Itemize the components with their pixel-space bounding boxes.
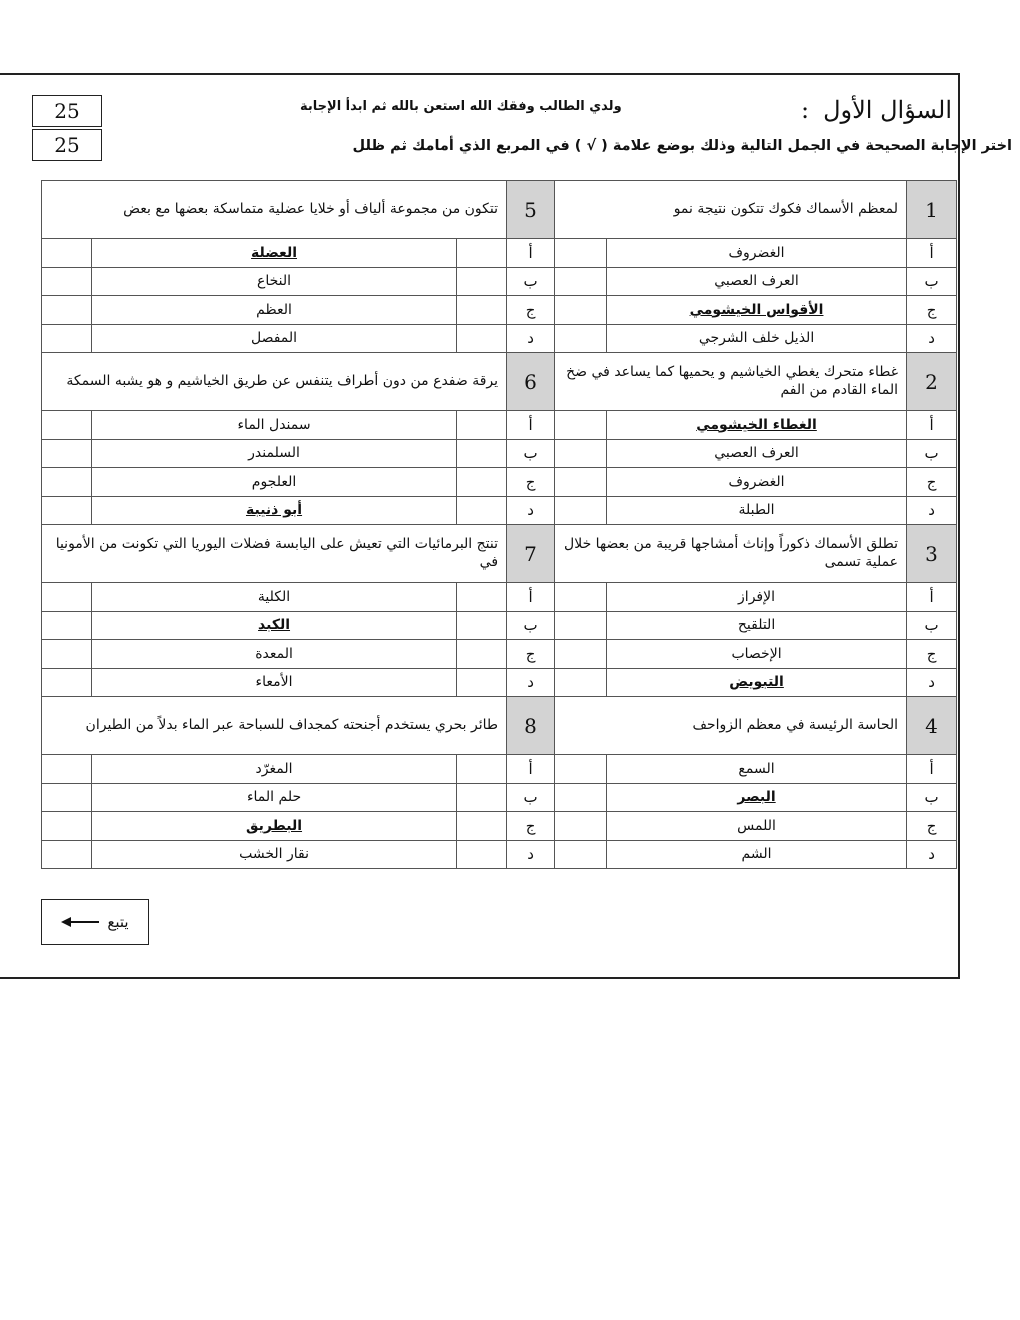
option-row <box>42 640 957 669</box>
answer-checkbox[interactable] <box>457 496 507 525</box>
option-text <box>607 267 907 296</box>
score-earned: 25 <box>54 133 80 157</box>
option-letter: ب <box>507 611 555 640</box>
answer-checkbox[interactable] <box>555 840 607 869</box>
option-text <box>607 668 907 697</box>
option-letter: أ <box>907 411 957 440</box>
answer-checkbox[interactable] <box>457 840 507 869</box>
score-box-total <box>32 95 102 127</box>
answer-checkbox[interactable] <box>457 812 507 841</box>
answer-checkbox[interactable] <box>457 668 507 697</box>
option-text <box>92 611 457 640</box>
option-letter: أ <box>507 583 555 612</box>
option-label: البطريق <box>246 817 303 834</box>
option-text <box>607 239 907 268</box>
answer-checkbox[interactable] <box>457 640 507 669</box>
option-label: اللمس <box>737 817 776 834</box>
option-text <box>607 296 907 325</box>
option-row <box>42 840 957 869</box>
option-letter: ب <box>907 439 957 468</box>
answer-checkbox[interactable] <box>457 755 507 784</box>
answer-checkbox[interactable] <box>457 783 507 812</box>
option-row <box>42 611 957 640</box>
answer-checkbox[interactable] <box>555 267 607 296</box>
question-stem: تنتج البرمائيات التي تعيش على اليابسة فضلات اليوريا التي تكونت من الأمونيا في <box>42 525 507 583</box>
answer-checkbox[interactable] <box>555 496 607 525</box>
row-end-cell <box>42 267 92 296</box>
row-end-cell <box>42 468 92 497</box>
question-stem: تطلق الأسماك ذكوراً وإناث أمشاجها قريبة من بعضها خلال عملية تسمى <box>555 525 907 583</box>
option-letter: د <box>507 668 555 697</box>
option-letter: ب <box>507 783 555 812</box>
option-letter: أ <box>507 755 555 784</box>
answer-checkbox[interactable] <box>555 783 607 812</box>
option-text <box>607 840 907 869</box>
row-end-cell <box>42 668 92 697</box>
option-label: الغطاء الخيشومي <box>696 416 817 433</box>
option-text <box>92 755 457 784</box>
option-letter: أ <box>507 411 555 440</box>
answer-checkbox[interactable] <box>457 324 507 353</box>
answer-checkbox[interactable] <box>555 611 607 640</box>
option-label: العرف العصبي <box>714 445 799 462</box>
question-title-colon: : <box>801 96 810 124</box>
option-label: سمندل الماء <box>237 416 311 433</box>
question-stem: غطاء متحرك يغطي الخياشيم و يحميها كما يساعد في ضخ الماء القادم من الفم <box>555 353 907 411</box>
follow-button[interactable] <box>41 899 149 945</box>
option-letter: ج <box>907 296 957 325</box>
question-row <box>42 697 957 755</box>
question-number: 8 <box>507 697 555 755</box>
option-letter: د <box>507 324 555 353</box>
option-row <box>42 668 957 697</box>
question-stem: لمعظم الأسماك فكوك تتكون نتيجة نمو <box>555 181 907 239</box>
row-end-cell <box>42 239 92 268</box>
option-label: الغضروف <box>728 244 785 261</box>
answer-checkbox[interactable] <box>457 411 507 440</box>
option-letter: ج <box>507 812 555 841</box>
question-row <box>42 353 957 411</box>
option-letter: أ <box>907 239 957 268</box>
option-row <box>42 411 957 440</box>
option-text <box>92 324 457 353</box>
question-number: 7 <box>507 525 555 583</box>
option-text <box>92 411 457 440</box>
option-label: الشم <box>741 846 772 863</box>
answer-checkbox[interactable] <box>555 324 607 353</box>
option-row <box>42 324 957 353</box>
instruction-text: اختر الإجابة الصحيحة في الجمل التالية وذلك بوضع علامة ( √ ) في المربع الذي أمامك ثم ظلل <box>352 138 1012 154</box>
option-letter: ج <box>907 468 957 497</box>
answer-checkbox[interactable] <box>457 267 507 296</box>
option-label: التبويض <box>729 674 784 691</box>
answer-checkbox[interactable] <box>555 439 607 468</box>
option-row <box>42 439 957 468</box>
option-row <box>42 239 957 268</box>
option-label: الإخصاب <box>731 645 782 662</box>
option-label: الإفراز <box>738 588 775 605</box>
answer-checkbox[interactable] <box>457 611 507 640</box>
option-letter: د <box>907 324 957 353</box>
option-letter: أ <box>507 239 555 268</box>
question-title-text: السؤال الأول <box>823 96 952 124</box>
answer-checkbox[interactable] <box>457 468 507 497</box>
row-end-cell <box>42 439 92 468</box>
questions-table <box>41 180 957 869</box>
option-label: الأقواس الخيشومي <box>689 301 824 318</box>
row-end-cell <box>42 812 92 841</box>
row-end-cell <box>42 324 92 353</box>
answer-checkbox[interactable] <box>457 583 507 612</box>
option-label: السلمندر <box>248 445 300 462</box>
option-label: العرف العصبي <box>714 273 799 290</box>
option-label: المفصل <box>250 330 298 347</box>
question-row <box>42 525 957 583</box>
option-label: السمع <box>738 760 775 777</box>
option-label: الكبد <box>258 617 291 634</box>
option-text <box>607 812 907 841</box>
option-label: المعدة <box>255 645 293 662</box>
option-text <box>607 583 907 612</box>
option-text <box>607 755 907 784</box>
question-stem: الحاسة الرئيسة في معظم الزواحف <box>555 697 907 755</box>
option-text <box>92 668 457 697</box>
option-letter: ج <box>907 640 957 669</box>
option-letter: ج <box>907 812 957 841</box>
option-text <box>607 411 907 440</box>
option-text <box>607 783 907 812</box>
option-text <box>92 296 457 325</box>
question-stem: يرقة ضفدع من دون أطراف يتنفس عن طريق الخياشيم و هو يشبه السمكة <box>42 353 507 411</box>
option-letter: ج <box>507 640 555 669</box>
option-text <box>607 439 907 468</box>
question-stem: تتكون من مجموعة ألياف أو خلايا عضلية متماسكة بعضها مع بعض <box>42 181 507 239</box>
row-end-cell <box>42 496 92 525</box>
answer-checkbox[interactable] <box>555 411 607 440</box>
row-end-cell <box>42 840 92 869</box>
option-label: العلجوم <box>251 473 297 490</box>
row-end-cell <box>42 411 92 440</box>
option-row <box>42 468 957 497</box>
option-text <box>607 611 907 640</box>
option-label: البصر <box>737 789 776 806</box>
option-text <box>92 239 457 268</box>
option-row <box>42 812 957 841</box>
option-label: الذيل خلف الشرجي <box>698 330 815 347</box>
question-stem: طائر بحري يستخدم أجنحته كمجداف للسباحة عبر الماء بدلاً من الطيران <box>42 697 507 755</box>
arrow-left-icon <box>61 916 101 928</box>
option-label: حلم الماء <box>246 789 302 806</box>
option-label: التلقيح <box>737 617 776 634</box>
row-end-cell <box>42 755 92 784</box>
option-label: الأمعاء <box>255 674 293 691</box>
option-row <box>42 496 957 525</box>
option-letter: ب <box>907 611 957 640</box>
option-letter: د <box>507 496 555 525</box>
option-label: نقار الخشب <box>239 846 309 863</box>
question-title <box>801 96 952 124</box>
answer-checkbox[interactable] <box>555 296 607 325</box>
option-row <box>42 755 957 784</box>
option-letter: أ <box>907 755 957 784</box>
answer-checkbox[interactable] <box>555 583 607 612</box>
answer-checkbox[interactable] <box>555 468 607 497</box>
option-row <box>42 296 957 325</box>
answer-checkbox[interactable] <box>457 239 507 268</box>
option-letter: ج <box>507 296 555 325</box>
option-label: الطبلة <box>738 502 775 519</box>
option-label: الكلية <box>257 588 291 605</box>
option-text <box>92 267 457 296</box>
score-total: 25 <box>54 99 80 123</box>
option-letter: د <box>507 840 555 869</box>
answer-checkbox[interactable] <box>457 439 507 468</box>
option-text <box>92 640 457 669</box>
option-text <box>92 783 457 812</box>
option-text <box>607 496 907 525</box>
option-letter: ب <box>907 783 957 812</box>
option-letter: د <box>907 496 957 525</box>
option-label: المغرّد <box>255 760 293 777</box>
option-label: الغضروف <box>728 473 785 490</box>
option-row <box>42 583 957 612</box>
option-text <box>607 640 907 669</box>
option-text <box>92 840 457 869</box>
question-number: 3 <box>907 525 957 583</box>
question-number: 5 <box>507 181 555 239</box>
option-label: النخاع <box>257 273 292 290</box>
answer-checkbox[interactable] <box>555 755 607 784</box>
option-letter: أ <box>907 583 957 612</box>
row-end-cell <box>42 640 92 669</box>
student-wish: ولدي الطالب وفقك الله استعن بالله ثم ابدأ الإجابة <box>300 99 622 114</box>
answer-checkbox[interactable] <box>555 640 607 669</box>
question-number: 4 <box>907 697 957 755</box>
option-row <box>42 783 957 812</box>
question-row <box>42 181 957 239</box>
option-letter: د <box>907 668 957 697</box>
option-letter: ب <box>507 267 555 296</box>
question-number: 6 <box>507 353 555 411</box>
answer-checkbox[interactable] <box>555 239 607 268</box>
option-text <box>607 468 907 497</box>
question-number: 2 <box>907 353 957 411</box>
answer-checkbox[interactable] <box>555 812 607 841</box>
option-label: العضلة <box>251 244 298 261</box>
option-label: العظم <box>256 301 292 318</box>
row-end-cell <box>42 611 92 640</box>
answer-checkbox[interactable] <box>457 296 507 325</box>
option-label: أبو ذنيبة <box>245 502 303 519</box>
score-box-earned <box>32 129 102 161</box>
option-letter: ب <box>507 439 555 468</box>
option-text <box>92 439 457 468</box>
option-letter: ب <box>907 267 957 296</box>
option-text <box>92 468 457 497</box>
option-letter: د <box>907 840 957 869</box>
follow-label: يتبع <box>107 913 129 931</box>
answer-checkbox[interactable] <box>555 668 607 697</box>
option-letter: ج <box>507 468 555 497</box>
option-text <box>92 583 457 612</box>
option-row <box>42 267 957 296</box>
row-end-cell <box>42 783 92 812</box>
question-number: 1 <box>907 181 957 239</box>
row-end-cell <box>42 583 92 612</box>
option-text <box>607 324 907 353</box>
option-text <box>92 812 457 841</box>
option-text <box>92 496 457 525</box>
row-end-cell <box>42 296 92 325</box>
